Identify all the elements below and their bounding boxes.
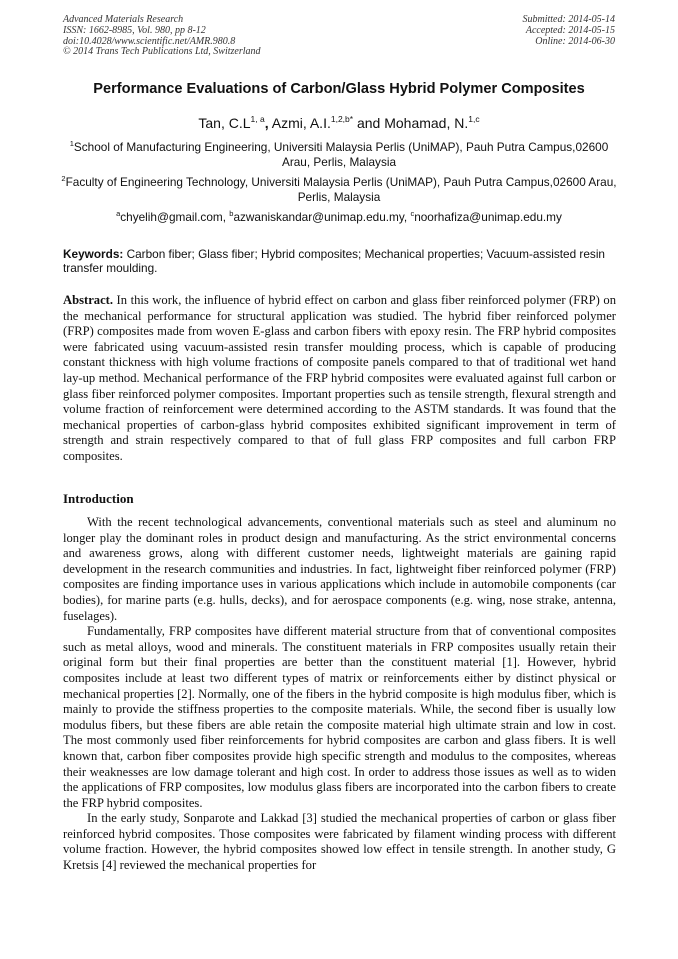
author-1-name: Tan, C.L <box>198 115 251 131</box>
online-date: Online: 2014-06-30 <box>535 35 615 47</box>
author-3-affiliation: 1,c <box>468 114 480 124</box>
keywords-section <box>63 247 616 275</box>
journal-doi: doi:10.4028/www.scientific.net/AMR.980.8 <box>63 35 236 47</box>
submission-dates-header <box>523 15 616 47</box>
submitted-date: Submitted: 2014-05-14 <box>522 14 615 25</box>
paper-title: Performance Evaluations of Carbon/Glass Hybrid Polymer Composites <box>93 81 585 97</box>
email-b-marker: b <box>229 209 234 218</box>
introduction-heading: Introduction <box>63 491 134 506</box>
email-b: azwaniskandar@unimap.edu.my, <box>233 210 411 224</box>
keywords-text: Carbon fiber; Glass fiber; Hybrid composites; Mechanical properties; Vacuum-assisted resin transfer moulding. <box>63 247 605 275</box>
intro-paragraph-1: With the recent technological advancements, conventional materials such as steel and aluminum no longer play the dominant roles in product design and manufacturing. As the strict environmental concerns and awareness grows, along with different customer needs, lightweight materials are gaining rapid development in the research communities and industries. In fact, lightweight fiber reinforced polymer (FRP) composites are finding importance uses in various applications which include in automobile components (car bodies), for marine parts (e.g. hulls, decks), and for aerospace components (e.g. wing, nose strake, antenna, fuselages). <box>63 515 616 623</box>
author-3-name: and Mohamad, N. <box>353 115 469 131</box>
journal-issn: ISSN: 1662-8985, Vol. 980, pp 8-12 <box>63 24 206 36</box>
affiliation-2-number: 2 <box>61 174 66 183</box>
author-emails <box>40 210 638 225</box>
accepted-date: Accepted: 2014-05-15 <box>525 24 615 36</box>
affiliation-2 <box>60 175 618 205</box>
affiliation-2-text: Faculty of Engineering Technology, Universiti Malaysia Perlis (UniMAP), Pauh Putra Campus,02600 Arau, Perlis, Malaysia <box>65 175 617 204</box>
author-2-affiliation: 1,2,b* <box>330 114 354 124</box>
journal-copyright: © 2014 Trans Tech Publications Ltd, Switzerland <box>63 46 261 58</box>
email-a: chyelih@gmail.com, <box>120 210 230 224</box>
email-a-marker: a <box>116 209 121 218</box>
author-list <box>40 114 638 132</box>
author-1-affiliation: 1, a <box>250 114 265 124</box>
journal-name: Advanced Materials Research <box>63 14 184 25</box>
affiliation-1-number: 1 <box>69 139 74 148</box>
journal-info-header <box>63 15 261 58</box>
introduction-body <box>63 515 616 874</box>
affiliation-1-text: School of Manufacturing Engineering, Universiti Malaysia Perlis (UniMAP), Pauh Putra Campus,02600 Arau, Perlis, Malaysia <box>73 140 609 169</box>
affiliation-1 <box>60 140 618 170</box>
abstract-section <box>63 293 616 465</box>
abstract-text: In this work, the influence of hybrid effect on carbon and glass fiber reinforced polymer (FRP) on the mechanical performance for structural application was studied. The hybrid fiber reinforced polymer (FRP) composites made from woven E-glass and carbon fibers with epoxy resin. The FRP hybrid composites were fabricated using vacuum-assisted resin transfer moulding process, which is capable of producing constant thickness with high volume fractions of composite panels compared to that of traditional wet hand lay-up method. Mechanical performance of the FRP hybrid composites were evaluated against full carbon or glass fiber reinforced polymer composites. Important properties such as tensile strength, flexural strength and volume fraction of reinforcement were determined according to the ASTM standards. It was found that the mechanical properties of carbon-glass hybrid composites exhibited significant improvement in term of strength and strain respectively compared to that of full glass FRP composites and full carbon FRP composites. <box>63 293 616 463</box>
intro-paragraph-2: Fundamentally, FRP composites have different material structure from that of conventional composites such as metal alloys, wood and minerals. The constituent materials in FRP composites usually retain their original form but their final properties are better than the constituent material [1]. However, hybrid composites include at least two different types of matrix or reinforcements either by distinct physical or mechanical properties [2]. Normally, one of the fibers in the hybrid composite is high modulus fiber, which is mainly to provide the stiffness properties to the composite materials. While, the second fiber is usually low modulus fibers, but these fibers are able retain the composite material high ultimate strain and low in cost. The most commonly used fiber reinforcements for hybrid composites are carbon and glass fibers. It is well known that, carbon fiber composites provide high specific strength and modulus to the composites, whereas their weaknesses are low damage tolerant and high cost. In order to address those issues as well as to widen the applications of FRP composites, low modulus glass fibers are incorporated into the carbon fibers to create the FRP hybrid composites. <box>63 624 616 810</box>
author-2-name: Azmi, A.I. <box>268 115 331 131</box>
email-c: noorhafiza@unimap.edu.my <box>414 210 562 224</box>
email-c-marker: c <box>410 209 415 218</box>
intro-paragraph-3: In the early study, Sonparote and Lakkad [3] studied the mechanical properties of carbon or glass fiber reinforced hybrid composites. Those composites were fabricated by filament winding process with different volume fraction. However, the hybrid composites showed low effect in tensile strength. In another study, G Kretsis [4] reviewed the mechanical properties for <box>63 811 616 873</box>
keywords-label: Keywords: <box>63 247 124 261</box>
abstract-label: Abstract. <box>63 293 114 307</box>
author-separator: , <box>264 115 269 131</box>
